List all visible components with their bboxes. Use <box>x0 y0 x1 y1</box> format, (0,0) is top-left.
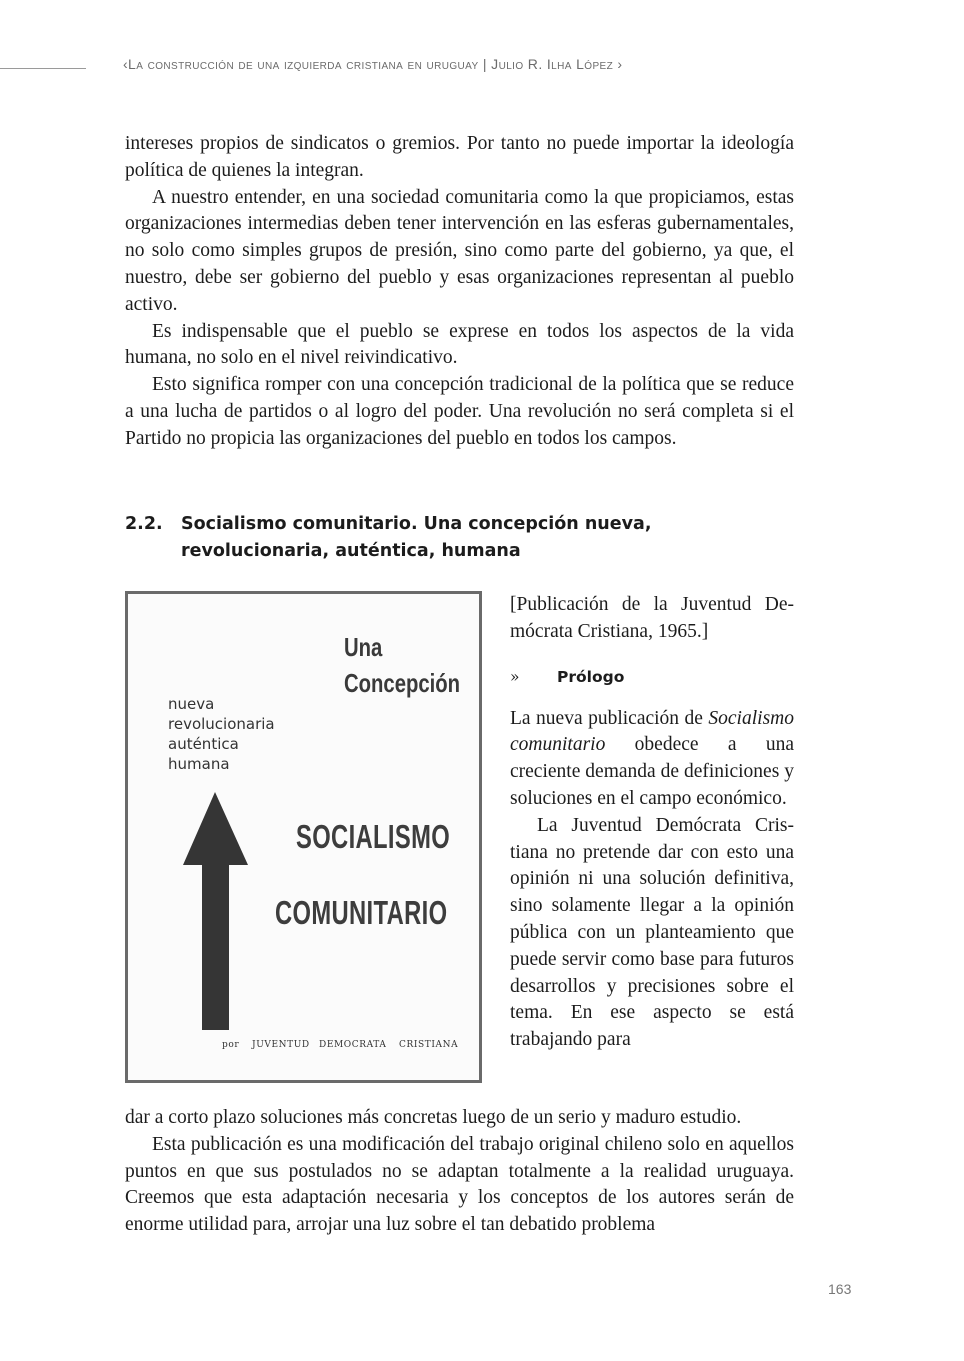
cover-adjective: nueva <box>168 695 215 713</box>
paragraph: dar a corto plazo soluciones más concretas luego de un serio y maduro estudio. <box>125 1107 742 1128</box>
cover-footer-word: por <box>222 1040 240 1050</box>
cover-title-socialismo: SOCIALISMO <box>296 818 451 855</box>
cover-title-comunitario: COMUNITARIO <box>275 894 448 931</box>
subheading-prologo <box>510 664 794 690</box>
cover-adjective: auténtica <box>168 735 239 753</box>
cover-footer <box>222 1040 458 1050</box>
body-text-side <box>510 592 794 1054</box>
paragraph: Esto significa romper con una concepción tradicional de la política que se reduce a una lucha de partidos o al logro del poder. Una revolución no será completa si el Partido no propicia las organizaciones del pueblo en todos los campos. <box>125 374 794 449</box>
cover-footer-word: JUVENTUD <box>252 1040 310 1050</box>
book-cover-image <box>125 591 482 1083</box>
page-number: 163 <box>828 1281 852 1297</box>
header-rule <box>0 68 86 69</box>
cover-adjective: revolucionaria <box>168 715 275 733</box>
paragraph: intereses propios de sindicatos o gremios. Por tanto no puede importar la ideología política de quienes la integran. <box>125 133 794 181</box>
paragraph: Esta publicación es una modificación del trabajo original chileno solo en aquellos puntos en que sus postulados no se adaptan totalmente a la realidad uruguaya. Creemos que esta adaptación necesaria y los conceptos de los autores serán de enorme utilidad para, arrojar una luz sobre el tan debatido problema <box>125 1133 794 1236</box>
running-head: ‹La construcción de una izquierda cristiana en uruguay | Julio R. Ilha López › <box>123 56 623 72</box>
paragraph: Es indispensable que el pueblo se exprese en todos los aspectos de la vida humana, no solo en el nivel reivindicativo. <box>125 320 794 369</box>
chevron-right-icon: » <box>510 667 520 686</box>
body-text-top <box>125 131 794 453</box>
paragraph-text: La nueva publicación de <box>510 707 709 729</box>
cover-footer-word: DEMOCRATA <box>319 1040 387 1050</box>
section-number: 2.2. <box>125 514 163 534</box>
book-title-italic: Socialismo comunitario <box>510 707 794 756</box>
paragraph-text: obedece a una creciente demanda de definiciones y soluciones en el campo económico. <box>510 734 794 809</box>
section-title-line1: Socialismo comunitario. Una concepción nueva, <box>181 514 652 534</box>
cover-title-concepcion: Concepción <box>344 668 461 698</box>
subheading-label: Prólogo <box>557 667 625 686</box>
citation: [Publicación de la Juventud Demócrata Cristiana, 1965.] <box>510 594 794 642</box>
section-title-line2: revolucionaria, auténtica, humana <box>181 541 521 561</box>
section-heading <box>125 511 745 565</box>
paragraph: La Juventud Demócrata Cristiana no pretende dar con esto una opinión ni una solución definitiva, sino solamente llegar a la opinión pública con un planteamiento que puede servir como base para futuros desarrollos y precisiones sobre el tema. En ese aspecto se está trabajando para <box>510 814 794 1051</box>
cover-adjective: humana <box>168 755 230 773</box>
cover-title-una: Una <box>344 632 383 662</box>
cover-footer-word: CRISTIANA <box>399 1040 459 1050</box>
paragraph: A nuestro entender, en una sociedad comunitaria como la que propiciamos, estas organizaciones intermedias deben tener intervención en las esferas gubernamentales, no solo como simples grupos de presión, sino como parte del gobierno, ya que, el nuestro, debe ser gobierno del pueblo y esas organizaciones representan al pueblo activo. <box>125 186 794 315</box>
body-text-bottom <box>125 1105 794 1239</box>
paragraph <box>510 706 794 813</box>
